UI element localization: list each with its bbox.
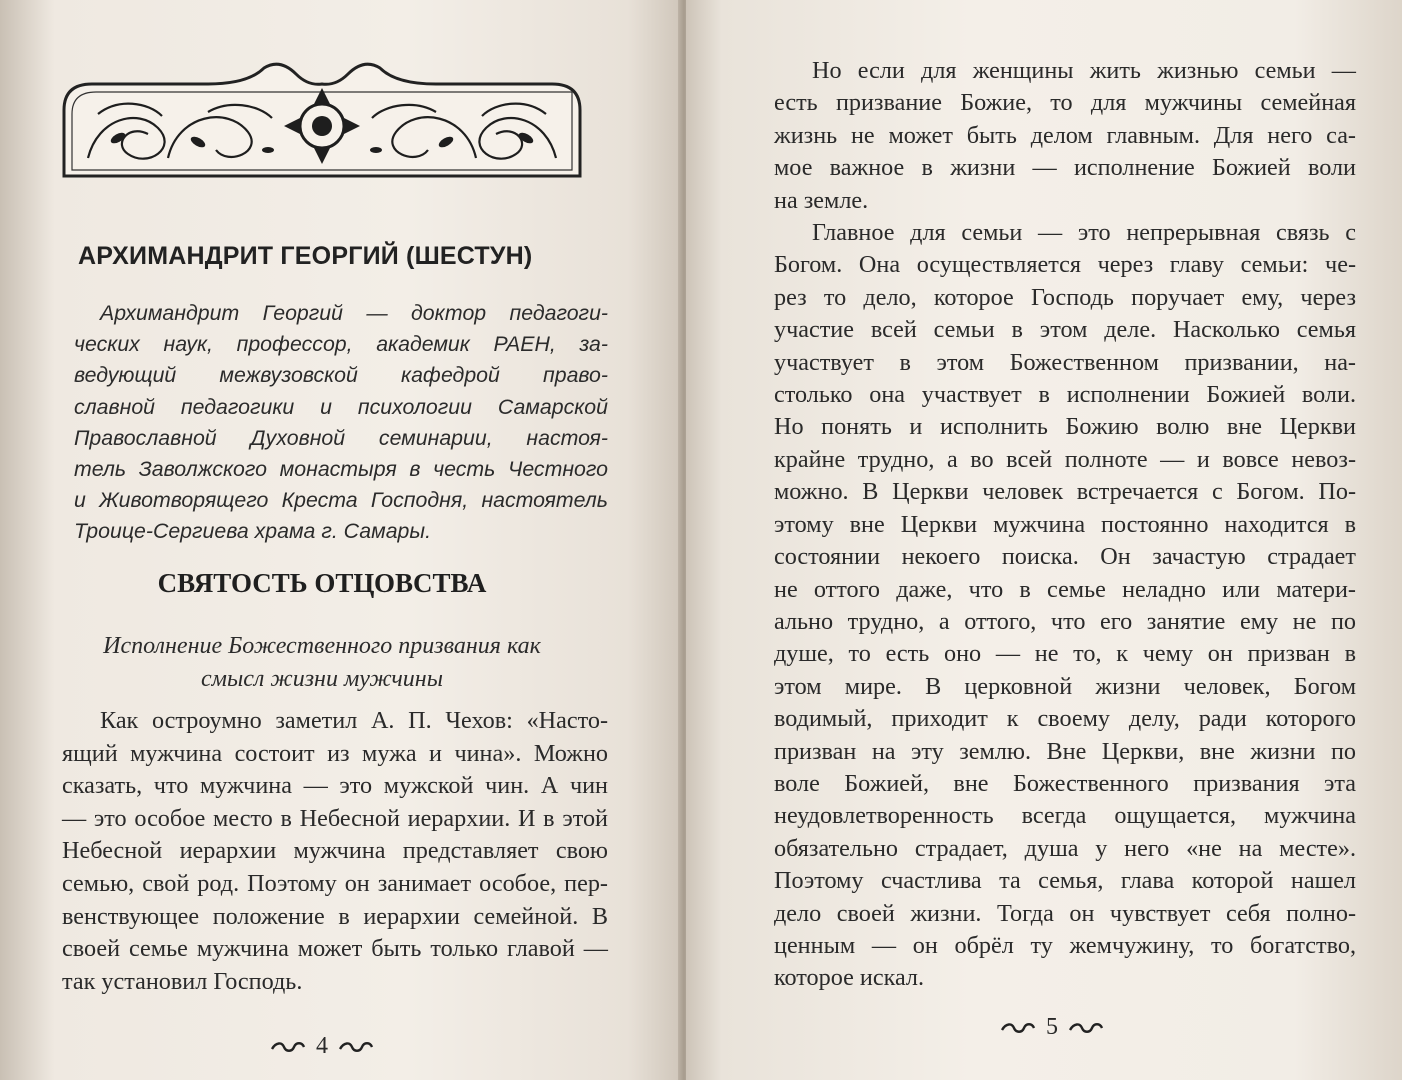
- page-number-left: [270, 1033, 374, 1060]
- page-number-right: [1000, 1014, 1104, 1041]
- floral-ornament-icon: [58, 58, 586, 184]
- swirl-ornament-icon: [270, 1040, 306, 1054]
- bio-line: ческих наук, профессор, академик РАЕН, за-: [74, 332, 608, 357]
- left-page: [0, 0, 682, 1080]
- text-line: Но если для женщины жить жизнью семьи —: [812, 57, 1356, 84]
- text-line: неудовлетворенность всегда ощущается, мужчина: [774, 802, 1356, 830]
- text-line: водимый, приходит к своему делу, ради которого: [774, 705, 1356, 733]
- text-line: Поэтому счастлива та семья, глава которой нашел: [774, 867, 1356, 895]
- text-line: жизнь не может быть делом главным. Для него са-: [774, 121, 1356, 149]
- text-line: воле Божией, вне Божественного призвания эта: [774, 769, 1356, 797]
- text-line: ящий мужчина состоит из мужа и чина». Можно: [62, 739, 608, 767]
- text-line: этом мире. В церковной жизни человек, Богом: [774, 672, 1356, 700]
- left-body-text: [62, 705, 608, 998]
- text-line: которое искал.: [774, 964, 925, 992]
- author-heading: АРХИМАНДРИТ ГЕОРГИЙ (ШЕСТУН): [78, 242, 533, 270]
- text-line: призван на эту землю. Вне Церкви, вне жизни по: [774, 737, 1356, 765]
- text-line: мое важное в жизни — исполнение Божией воли: [774, 154, 1356, 182]
- text-line: участие всей семьи в этом деле. Насколько семья: [774, 316, 1356, 344]
- text-line: венствующее положение в иерархии семейной. В: [62, 902, 608, 930]
- page-number: 5: [1046, 1014, 1058, 1040]
- bio-line: Православной Духовной семинарии, настоя-: [74, 425, 608, 450]
- text-line: столько она участвует в исполнении Божией воли.: [774, 381, 1356, 409]
- text-line: этому вне Церкви мужчина постоянно находится в: [774, 510, 1356, 538]
- text-line: есть призвание Божие, то для мужчины семейная: [774, 89, 1356, 117]
- text-line: Как остроумно заметил А. П. Чехов: «Насто-: [100, 707, 608, 734]
- bio-line: ведующий межвузовской кафедрой право-: [74, 363, 608, 388]
- text-line: на земле.: [774, 186, 869, 214]
- text-line: душе, то есть оно — не то, к чему он призван в: [774, 640, 1356, 668]
- bio-line: Архимандрит Георгий — доктор педагоги-: [100, 301, 608, 325]
- bio-line: и Животворящего Креста Господня, настоятель: [74, 488, 608, 513]
- page-number: 4: [316, 1033, 328, 1059]
- bio-line: тель Заволжского монастыря в честь Честного: [74, 456, 608, 481]
- right-page: [686, 0, 1402, 1080]
- text-line: семью, свой род. Поэтому он занимает особое, пер-: [62, 869, 608, 897]
- text-line: ально трудно, а оттого, что его занятие ему не по: [774, 607, 1356, 635]
- bio-line: славной педагогики и психологии Самарской: [74, 394, 608, 419]
- text-line: Небесной иерархии мужчина представляет свою: [62, 837, 608, 865]
- bio-line: Троице-Сергиева храма г. Самары.: [74, 519, 431, 544]
- text-line: — это особое место в Небесной иерархии. И в этой: [62, 804, 608, 832]
- swirl-ornament-icon: [1068, 1021, 1104, 1035]
- text-line: рез то дело, которое Господь поручает ему, через: [774, 283, 1356, 311]
- right-body-text: [774, 55, 1356, 995]
- text-line: сказать, что мужчина — это мужской чин. А чин: [62, 772, 608, 800]
- text-line: крайне трудно, а во всей полноте — и вовсе невоз-: [774, 445, 1356, 473]
- text-line: ценным — он обрёл ту жемчужину, то богатство,: [774, 931, 1356, 959]
- author-bio: [74, 298, 608, 548]
- subtitle-line: смысл жизни мужчины: [201, 666, 443, 692]
- text-line: так установил Господь.: [62, 967, 303, 995]
- swirl-ornament-icon: [1000, 1021, 1036, 1035]
- text-line: своей семье мужчина может быть только главой —: [62, 935, 608, 963]
- text-line: можно. В Церкви человек встречается с Богом. По-: [774, 478, 1356, 506]
- text-line: Главное для семьи — это непрерывная связь с: [812, 219, 1356, 247]
- swirl-ornament-icon: [338, 1040, 374, 1054]
- section-subtitle: [62, 630, 582, 696]
- section-title: СВЯТОСТЬ ОТЦОВСТВА: [157, 568, 487, 598]
- subtitle-line: Исполнение Божественного призвания как: [103, 633, 541, 659]
- text-line: обязательно страдает, душа у него «не на месте».: [774, 834, 1356, 862]
- text-line: Богом. Она осуществляется через главу семьи: че-: [774, 251, 1356, 279]
- text-line: участвует в этом Божественном призвании, на-: [774, 348, 1356, 376]
- text-line: дело своей жизни. Тогда он чувствует себя полно-: [774, 899, 1356, 927]
- text-line: состоянии некоего поиска. Он зачастую страдает: [774, 543, 1356, 571]
- text-line: Но понять и исполнить Божию волю вне Церкви: [774, 413, 1356, 441]
- text-line: не оттого даже, что в семье неладно или матери-: [774, 575, 1356, 603]
